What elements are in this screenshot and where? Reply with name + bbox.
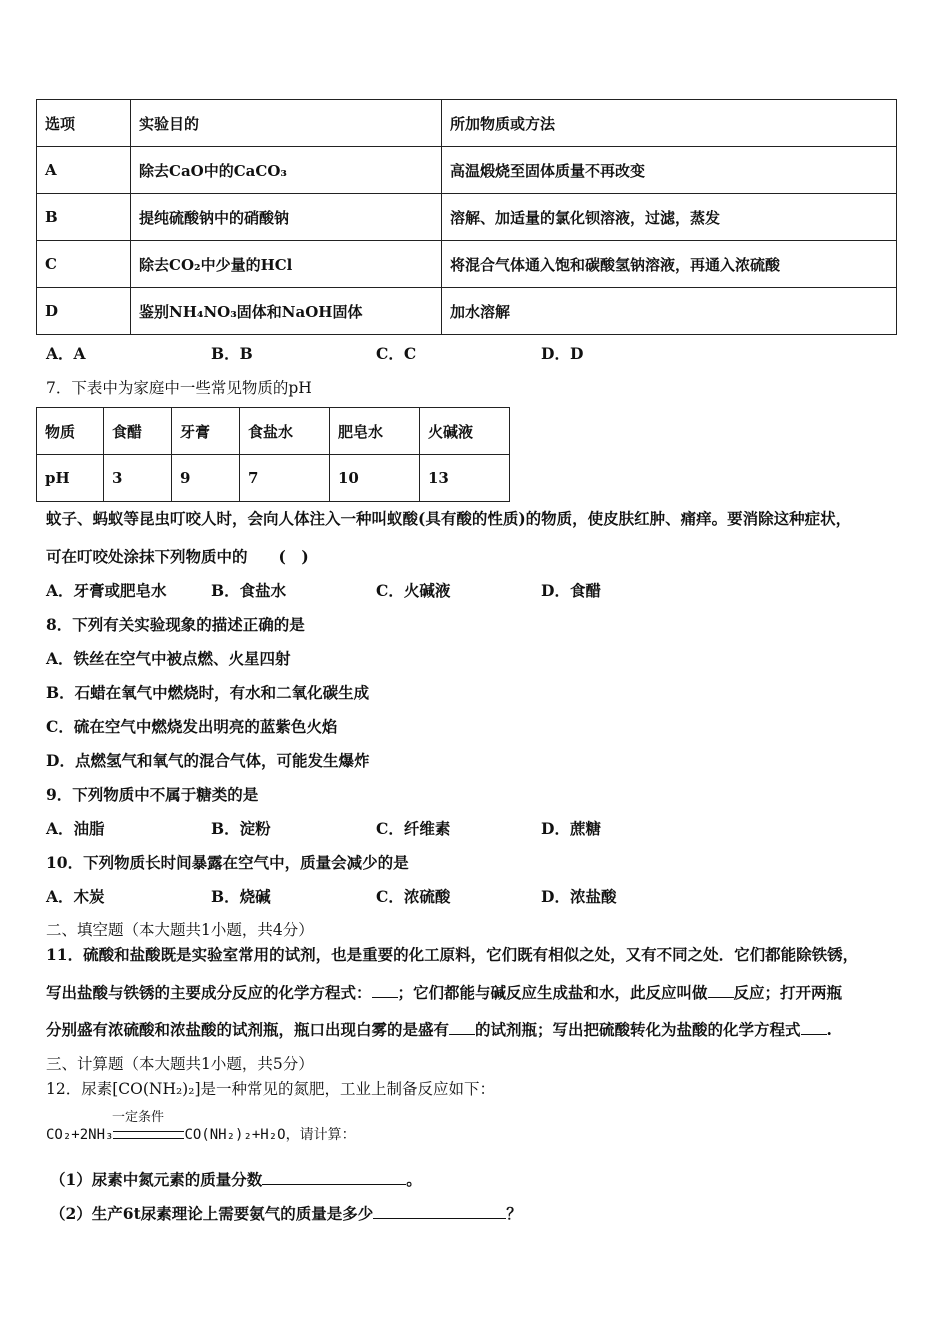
equals-double-line — [113, 1131, 184, 1139]
row-method: 加水溶解 — [442, 288, 897, 335]
row-option: C — [37, 241, 131, 288]
q8-option-d: D．点燃氢气和氧气的混合气体，可能发生爆炸 — [46, 751, 370, 770]
table-header-row — [37, 100, 897, 147]
reaction-condition: 一定条件 — [112, 1110, 165, 1125]
ph-header-cell: 火碱液 — [420, 408, 510, 455]
answer-blank[interactable] — [801, 1020, 827, 1035]
row-option: B — [37, 194, 131, 241]
ph-value-cell: 10 — [330, 455, 420, 502]
header-purpose: 实验目的 — [131, 100, 442, 147]
row-method: 将混合气体通入饱和碳酸氢钠溶液，再通入浓硫酸 — [442, 241, 897, 288]
q10-option-c: C．浓硫酸 — [376, 887, 451, 906]
q11-line1: 11．硫酸和盐酸既是实验室常用的试剂，也是重要的化工原料，它们既有相似之处，又有不同之处．它们都能除铁锈， — [46, 945, 859, 964]
ph-value-row — [37, 455, 510, 502]
table-row — [37, 288, 897, 335]
q7-option-a: A．牙膏或肥皂水 — [46, 581, 167, 600]
q7-option-b: B．食盐水 — [211, 581, 287, 600]
answer-blank[interactable] — [373, 1204, 506, 1219]
q7-stem-line2: 可在叮咬处涂抹下列物质中的 ( ) — [46, 547, 309, 566]
table-row — [37, 194, 897, 241]
q11-line3-part-c: . — [826, 1020, 832, 1039]
section3-heading: 三、计算题（本大题共1小题，共5分） — [46, 1055, 314, 1073]
ph-header-cell: 肥皂水 — [330, 408, 420, 455]
ph-value-cell: 3 — [104, 455, 172, 502]
ph-header-cell: 食盐水 — [240, 408, 330, 455]
q12-sub2 — [50, 1202, 522, 1224]
header-method: 所加物质或方法 — [442, 100, 897, 147]
answer-blank[interactable] — [449, 1020, 475, 1035]
table-row — [37, 147, 897, 194]
q9-option-a: A．油脂 — [46, 819, 105, 838]
ph-value-cell: 13 — [420, 455, 510, 502]
q11-line2-part-a: 写出盐酸与铁锈的主要成分反应的化学方程式： — [46, 983, 372, 1002]
answer-blank[interactable] — [372, 983, 398, 998]
q8-option-c: C．硫在空气中燃烧发出明亮的蓝紫色火焰 — [46, 717, 338, 736]
q11-line2-part-b: ；它们都能与碱反应生成盐和水，此反应叫做 — [397, 983, 708, 1002]
q8-option-a: A．铁丝在空气中被点燃、火星四射 — [46, 649, 291, 668]
row-option: A — [37, 147, 131, 194]
q10-option-d: D．浓盐酸 — [541, 887, 617, 906]
ph-table — [36, 407, 510, 502]
q10-option-b: B．烧碱 — [211, 887, 271, 906]
q9-title: 9．下列物质中不属于糖类的是 — [46, 785, 259, 804]
experiment-table — [36, 99, 897, 335]
q12-sub1-end: 。 — [406, 1170, 422, 1189]
row-method: 溶解、加适量的氯化钡溶液，过滤，蒸发 — [442, 194, 897, 241]
ph-value-cell: 7 — [240, 455, 330, 502]
row-method: 高温煅烧至固体质量不再改变 — [442, 147, 897, 194]
q7-option-d: D．食醋 — [541, 581, 601, 600]
q9-option-b: B．淀粉 — [211, 819, 271, 838]
reaction-equation — [46, 1124, 356, 1144]
ph-header-cell: 物质 — [37, 408, 104, 455]
ph-header-cell: 牙膏 — [172, 408, 240, 455]
equation-right: CO(NH₂)₂+H₂O，请计算： — [184, 1127, 356, 1143]
q12-title: 12．尿素[CO(NH₂)₂]是一种常见的氮肥，工业上制备反应如下： — [46, 1080, 495, 1098]
answer-blank[interactable] — [262, 1170, 406, 1185]
ph-value-cell: pH — [37, 455, 104, 502]
q9-option-d: D．蔗糖 — [541, 819, 601, 838]
ph-header-cell: 食醋 — [104, 408, 172, 455]
q12-sub1-text: （1）尿素中氮元素的质量分数 — [50, 1170, 263, 1189]
q6-option-b: B．B — [211, 344, 253, 363]
row-purpose: 除去CaO中的CaCO₃ — [131, 147, 442, 194]
q10-title: 10．下列物质长时间暴露在空气中，质量会减少的是 — [46, 853, 409, 872]
row-purpose: 提纯硫酸钠中的硝酸钠 — [131, 194, 442, 241]
q11-line3-part-b: 的试剂瓶；写出把硫酸转化为盐酸的化学方程式 — [475, 1020, 801, 1039]
answer-blank[interactable] — [708, 983, 734, 998]
header-option: 选项 — [37, 100, 131, 147]
q9-option-c: C．纤维素 — [376, 819, 451, 838]
ph-header-row — [37, 408, 510, 455]
q7-stem-line1: 蚊子、蚂蚁等昆虫叮咬人时，会向人体注入一种叫蚁酸(具有酸的性质)的物质，使皮肤红肿、痛痒。要消除这种症状， — [46, 509, 852, 528]
row-option: D — [37, 288, 131, 335]
q12-sub2-end: ？ — [506, 1204, 522, 1223]
q8-option-b: B．石蜡在氧气中燃烧时，有水和二氧化碳生成 — [46, 683, 370, 702]
q8-title: 8．下列有关实验现象的描述正确的是 — [46, 615, 305, 634]
q7-option-c: C．火碱液 — [376, 581, 451, 600]
q6-option-a: A．A — [46, 344, 86, 363]
q11-line2-part-c: 反应；打开两瓶 — [733, 983, 843, 1002]
equation-left: CO₂+2NH₃ — [46, 1127, 114, 1143]
section2-heading: 二、填空题（本大题共1小题，共4分） — [46, 921, 314, 939]
q11-line2 — [46, 981, 842, 1003]
q10-option-a: A．木炭 — [46, 887, 105, 906]
row-purpose: 除去CO₂中少量的HCl — [131, 241, 442, 288]
q11-line3-part-a: 分别盛有浓硫酸和浓盐酸的试剂瓶，瓶口出现白雾的是盛有 — [46, 1020, 450, 1039]
q6-option-c: C．C — [376, 344, 417, 363]
row-purpose: 鉴别NH₄NO₃固体和NaOH固体 — [131, 288, 442, 335]
q11-line3 — [46, 1018, 832, 1040]
ph-value-cell: 9 — [172, 455, 240, 502]
q12-sub1 — [50, 1168, 422, 1190]
q7-title: 7．下表中为家庭中一些常见物质的pH — [46, 379, 312, 397]
q6-option-d: D．D — [541, 344, 584, 363]
q12-sub2-text: （2）生产6t尿素理论上需要氨气的质量是多少 — [50, 1204, 374, 1223]
table-row — [37, 241, 897, 288]
